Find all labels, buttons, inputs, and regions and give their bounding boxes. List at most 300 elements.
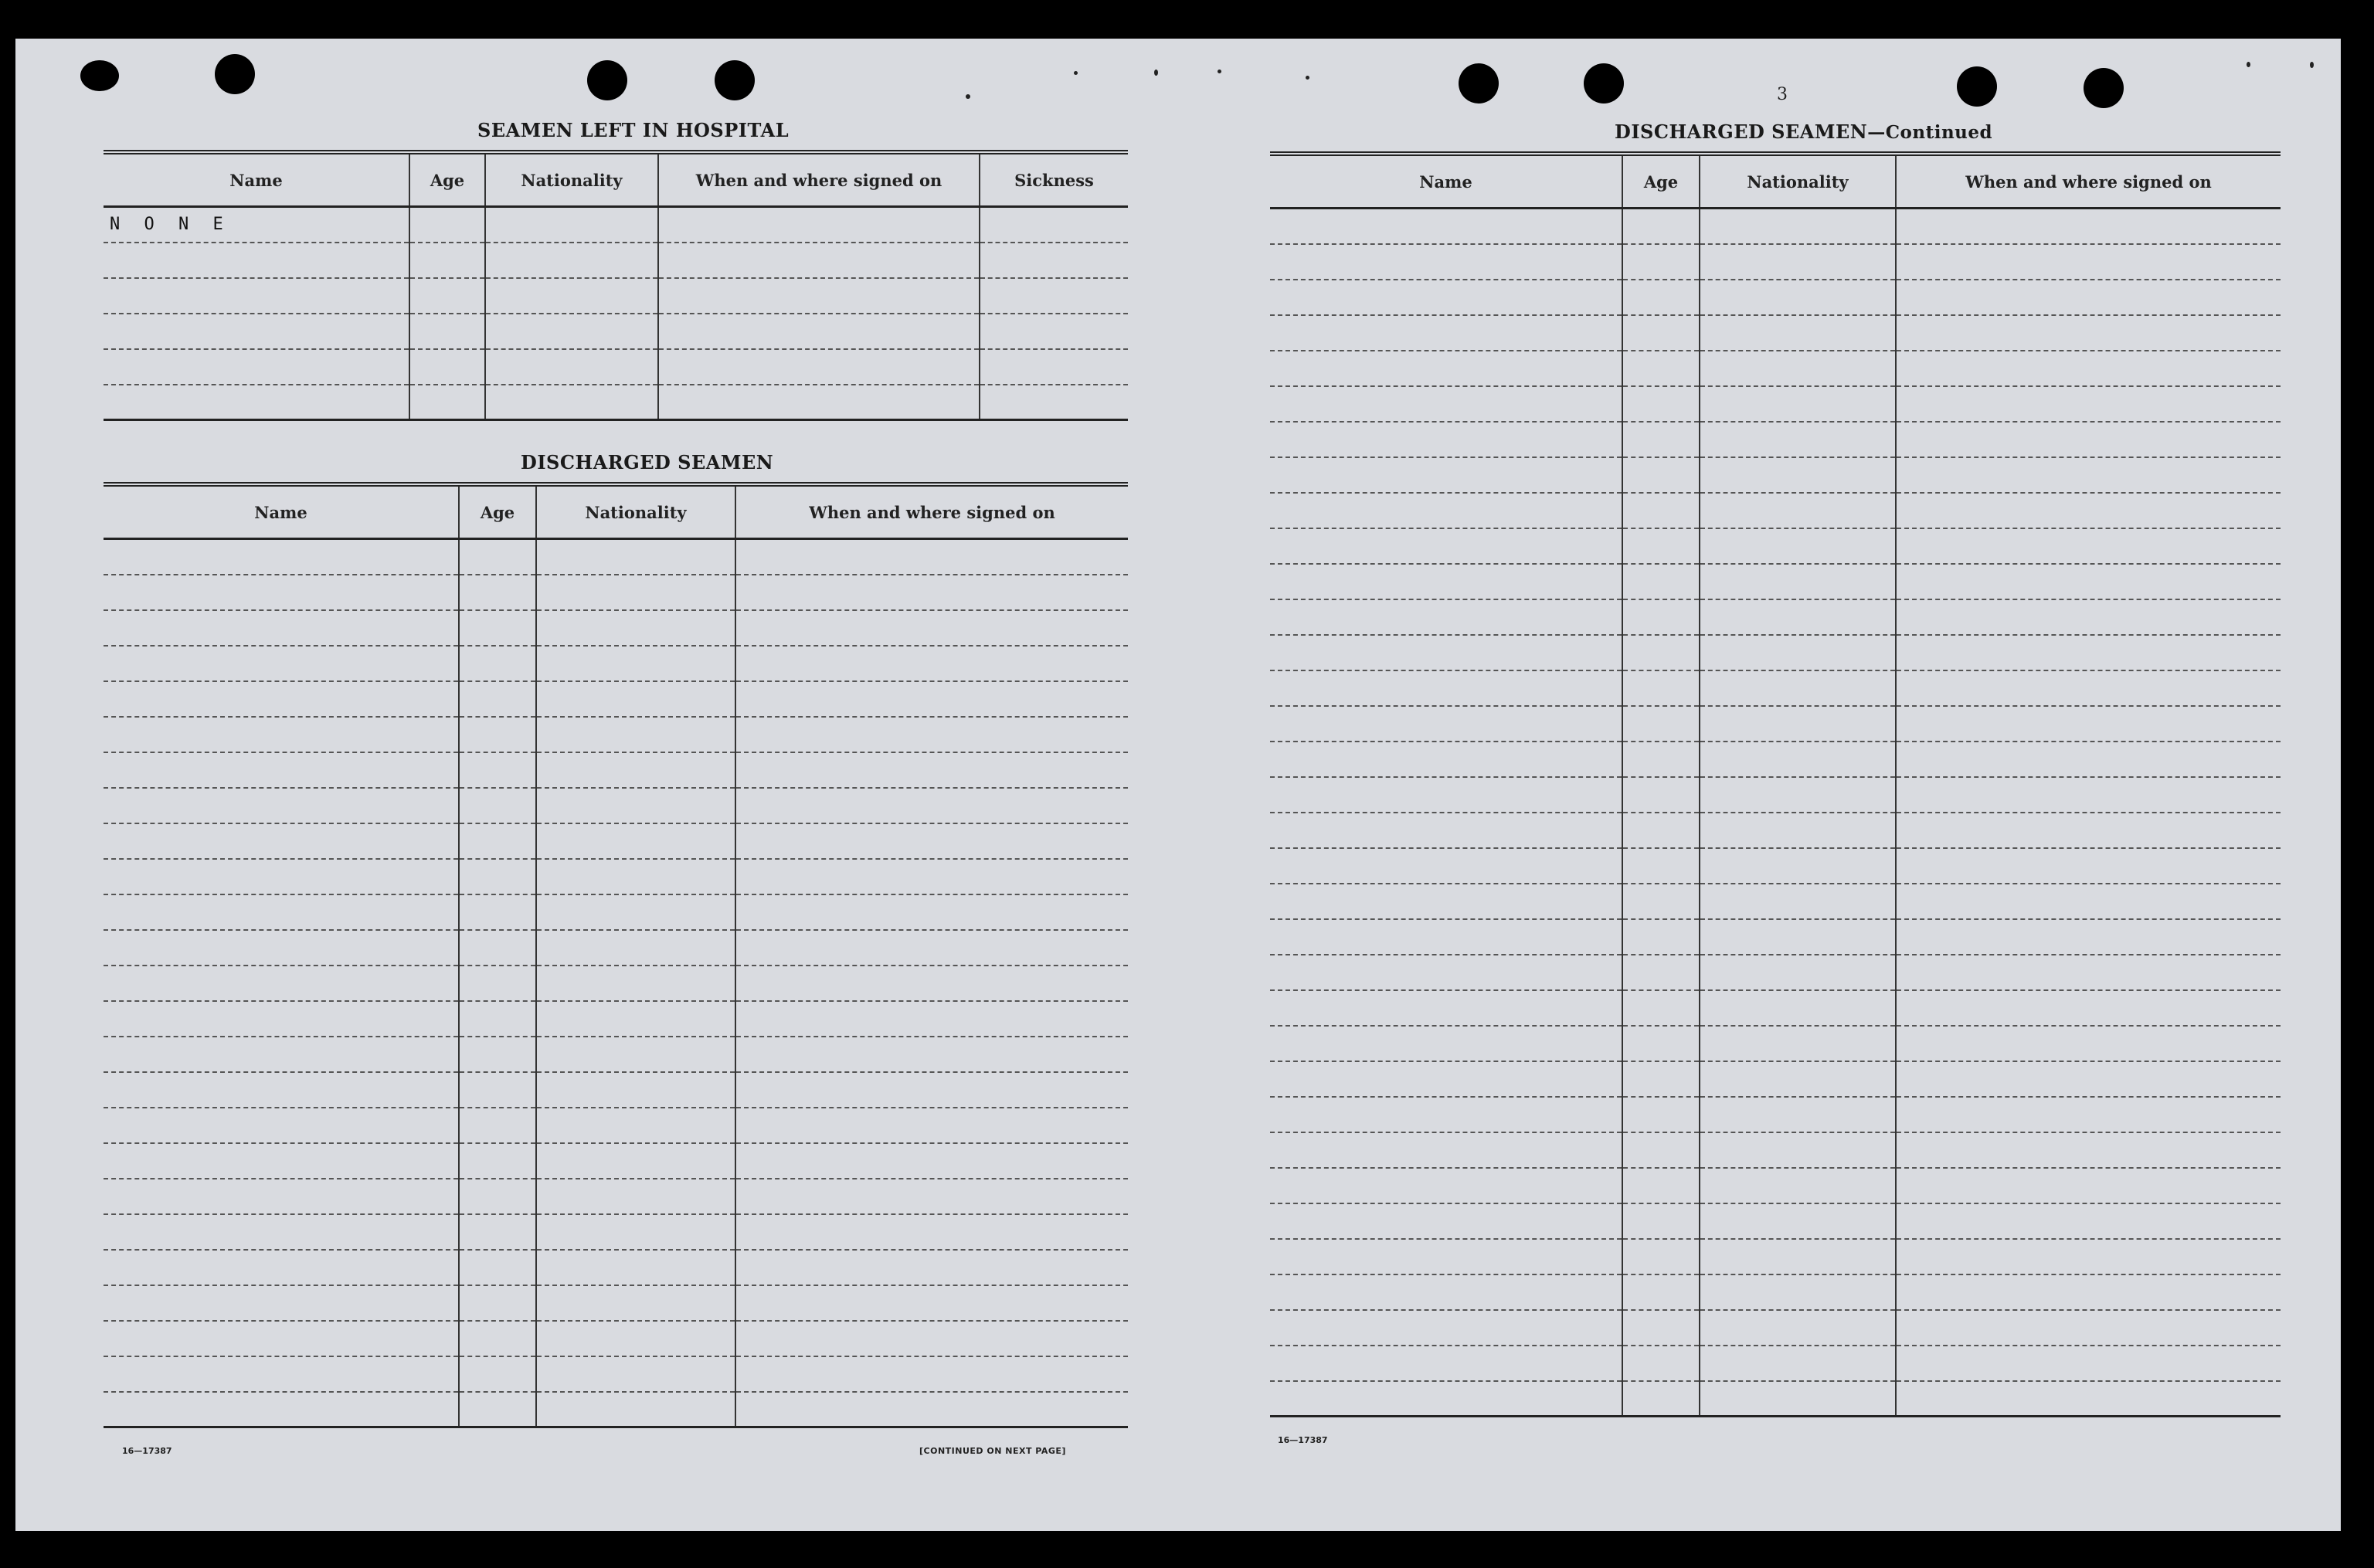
signed-on-cell <box>1896 386 2281 422</box>
signed-on-cell <box>735 966 1128 1001</box>
signed-on-cell <box>1896 244 2281 280</box>
signed-on-cell <box>1896 599 2281 635</box>
table-row <box>104 1250 1128 1285</box>
nationality-cell <box>1700 919 1896 955</box>
nationality-cell <box>1700 990 1896 1026</box>
age-cell <box>459 1321 536 1356</box>
nationality-cell <box>1700 351 1896 386</box>
discharged-section-title: DISCHARGED SEAMEN <box>521 451 774 473</box>
signed-on-cell <box>658 243 980 278</box>
table-row <box>104 314 1128 349</box>
age-cell <box>1622 1203 1700 1239</box>
name-cell <box>104 539 459 575</box>
table-row <box>104 1143 1128 1179</box>
table-row <box>104 1072 1128 1108</box>
name-cell <box>104 243 409 278</box>
table-row <box>1270 493 2281 528</box>
nationality-cell <box>1700 386 1896 422</box>
table-row <box>104 539 1128 575</box>
nationality-cell <box>485 278 658 314</box>
table-row <box>1270 848 2281 884</box>
name-cell <box>1270 457 1622 493</box>
form-sheet <box>15 39 2341 1531</box>
name-cell <box>104 385 409 420</box>
column-header-nationality: Nationality <box>536 484 735 539</box>
table-row <box>104 1179 1128 1214</box>
punch-hole <box>1584 63 1624 104</box>
signed-on-cell <box>735 717 1128 752</box>
age-cell <box>459 717 536 752</box>
table-row <box>1270 1061 2281 1097</box>
nationality-cell <box>536 575 735 610</box>
age-cell <box>409 314 485 349</box>
nationality-cell <box>1700 706 1896 742</box>
table-row <box>104 717 1128 752</box>
nationality-cell <box>536 894 735 930</box>
nationality-cell <box>1700 1132 1896 1168</box>
nationality-cell <box>1700 493 1896 528</box>
ink-speck <box>1306 76 1309 80</box>
table-row <box>104 243 1128 278</box>
nationality-cell <box>536 1072 735 1108</box>
age-cell <box>459 1285 536 1321</box>
sickness-cell <box>980 243 1128 278</box>
age-cell <box>1622 528 1700 564</box>
nationality-cell <box>1700 1203 1896 1239</box>
table-row <box>104 1108 1128 1143</box>
age-cell <box>1622 457 1700 493</box>
name-cell <box>1270 422 1622 457</box>
name-cell <box>1270 564 1622 599</box>
nationality-cell <box>485 349 658 385</box>
sickness-cell <box>980 349 1128 385</box>
ink-speck <box>1154 70 1158 76</box>
name-cell <box>1270 1132 1622 1168</box>
name-cell <box>104 1143 459 1179</box>
table-row <box>104 349 1128 385</box>
nationality-cell <box>536 1108 735 1143</box>
name-cell <box>1270 1061 1622 1097</box>
table-row <box>1270 742 2281 777</box>
age-cell <box>459 575 536 610</box>
signed-on-cell <box>1896 1346 2281 1381</box>
signed-on-cell <box>735 1001 1128 1037</box>
name-cell <box>1270 1381 1622 1417</box>
name-cell <box>1270 1168 1622 1203</box>
column-header-signed-on: When and where signed on <box>658 152 980 207</box>
punch-hole <box>1957 66 1997 107</box>
signed-on-cell <box>735 1392 1128 1427</box>
ink-speck <box>1074 71 1078 75</box>
name-cell <box>1270 813 1622 848</box>
age-cell <box>459 610 536 646</box>
nationality-cell <box>536 859 735 894</box>
nationality-cell <box>1700 457 1896 493</box>
signed-on-cell <box>1896 351 2281 386</box>
nationality-cell <box>1700 670 1896 706</box>
table-row <box>1270 777 2281 813</box>
nationality-cell <box>1700 777 1896 813</box>
name-cell <box>1270 244 1622 280</box>
signed-on-cell <box>735 1250 1128 1285</box>
continued-note: [CONTINUED ON NEXT PAGE] <box>919 1446 1066 1456</box>
name-cell <box>104 859 459 894</box>
hospital-header-row <box>104 152 1128 207</box>
age-cell <box>459 752 536 788</box>
age-cell <box>459 1250 536 1285</box>
table-row <box>1270 1026 2281 1061</box>
punch-hole <box>80 60 119 91</box>
age-cell <box>1622 848 1700 884</box>
column-header-sickness: Sickness <box>980 152 1128 207</box>
signed-on-cell <box>1896 670 2281 706</box>
column-header-age: Age <box>459 484 536 539</box>
nationality-cell <box>536 1250 735 1285</box>
age-cell <box>1622 955 1700 990</box>
discharged-table <box>104 482 1128 1428</box>
ink-speck <box>2247 62 2250 67</box>
signed-on-cell <box>735 539 1128 575</box>
age-cell <box>1622 1168 1700 1203</box>
name-cell <box>104 717 459 752</box>
signed-on-cell <box>1896 564 2281 599</box>
table-row <box>104 207 1128 243</box>
name-cell <box>1270 777 1622 813</box>
signed-on-cell <box>1896 493 2281 528</box>
age-cell <box>459 539 536 575</box>
table-row <box>1270 919 2281 955</box>
name-cell <box>1270 351 1622 386</box>
table-row <box>104 930 1128 966</box>
nationality-cell <box>536 717 735 752</box>
age-cell <box>1622 244 1700 280</box>
signed-on-cell <box>658 207 980 243</box>
table-row <box>1270 1168 2281 1203</box>
table-row <box>1270 1097 2281 1132</box>
nationality-cell <box>1700 209 1896 244</box>
name-cell <box>1270 493 1622 528</box>
name-cell <box>1270 990 1622 1026</box>
nationality-cell <box>536 1143 735 1179</box>
age-cell <box>1622 209 1700 244</box>
column-header-signed-on: When and where signed on <box>1896 154 2281 209</box>
name-cell <box>104 575 459 610</box>
name-cell <box>1270 209 1622 244</box>
age-cell <box>459 894 536 930</box>
discharged-continued-label: DISCHARGED SEAMEN <box>1615 120 1868 143</box>
name-cell <box>104 1250 459 1285</box>
age-cell <box>409 385 485 420</box>
name-cell <box>104 1285 459 1321</box>
name-cell <box>104 752 459 788</box>
age-cell <box>1622 742 1700 777</box>
table-row <box>1270 1381 2281 1417</box>
name-cell <box>104 1001 459 1037</box>
signed-on-cell <box>1896 1168 2281 1203</box>
age-cell <box>1622 1026 1700 1061</box>
age-cell <box>1622 599 1700 635</box>
age-cell <box>1622 386 1700 422</box>
nationality-cell <box>536 1321 735 1356</box>
signed-on-cell <box>1896 635 2281 670</box>
table-row <box>1270 884 2281 919</box>
name-cell <box>1270 742 1622 777</box>
form-number-left: 16—17387 <box>122 1446 172 1456</box>
age-cell <box>459 966 536 1001</box>
nationality-cell <box>536 1285 735 1321</box>
table-row <box>1270 209 2281 244</box>
nationality-cell <box>1700 244 1896 280</box>
column-header-nationality: Nationality <box>485 152 658 207</box>
age-cell <box>1622 635 1700 670</box>
nationality-cell <box>536 539 735 575</box>
signed-on-cell <box>1896 1239 2281 1274</box>
signed-on-cell <box>735 646 1128 681</box>
age-cell <box>1622 315 1700 351</box>
nationality-cell <box>536 1179 735 1214</box>
table-row <box>1270 1132 2281 1168</box>
nationality-cell <box>1700 813 1896 848</box>
signed-on-cell <box>735 894 1128 930</box>
table-row <box>1270 564 2281 599</box>
signed-on-cell <box>735 1356 1128 1392</box>
signed-on-cell <box>1896 1310 2281 1346</box>
nationality-cell <box>1700 1026 1896 1061</box>
age-cell <box>1622 813 1700 848</box>
signed-on-cell <box>1896 1132 2281 1168</box>
nationality-cell <box>1700 1381 1896 1417</box>
name-cell <box>1270 1310 1622 1346</box>
age-cell <box>459 1356 536 1392</box>
punch-hole <box>2084 68 2124 108</box>
age-cell <box>459 930 536 966</box>
age-cell <box>1622 351 1700 386</box>
signed-on-cell <box>1896 1381 2281 1417</box>
table-row <box>1270 635 2281 670</box>
signed-on-cell <box>735 1108 1128 1143</box>
nationality-cell <box>536 752 735 788</box>
table-row <box>1270 351 2281 386</box>
nationality-cell <box>536 930 735 966</box>
page-number: 3 <box>1777 85 1788 104</box>
signed-on-cell <box>1896 1061 2281 1097</box>
age-cell <box>1622 1274 1700 1310</box>
column-header-name: Name <box>1270 154 1622 209</box>
table-row <box>1270 1310 2281 1346</box>
table-row <box>1270 813 2281 848</box>
table-row <box>104 278 1128 314</box>
nationality-cell <box>536 823 735 859</box>
table-row <box>104 681 1128 717</box>
age-cell <box>1622 1097 1700 1132</box>
name-cell <box>104 894 459 930</box>
name-cell <box>104 646 459 681</box>
table-row <box>1270 528 2281 564</box>
continued-suffix: —Continued <box>1867 122 1993 143</box>
column-header-name: Name <box>104 484 459 539</box>
sickness-cell <box>980 385 1128 420</box>
age-cell <box>409 207 485 243</box>
age-cell <box>459 681 536 717</box>
name-cell <box>1270 635 1622 670</box>
table-row <box>1270 1274 2281 1310</box>
age-cell <box>1622 990 1700 1026</box>
age-cell <box>1622 493 1700 528</box>
table-row <box>104 894 1128 930</box>
table-row <box>104 646 1128 681</box>
name-cell <box>104 823 459 859</box>
age-cell <box>1622 706 1700 742</box>
name-cell <box>1270 1274 1622 1310</box>
nationality-cell <box>1700 564 1896 599</box>
nationality-cell <box>536 788 735 823</box>
nationality-cell <box>1700 422 1896 457</box>
name-cell <box>104 1392 459 1427</box>
discharged-header-row <box>104 484 1128 539</box>
nationality-cell <box>1700 884 1896 919</box>
age-cell <box>459 1392 536 1427</box>
name-cell <box>1270 599 1622 635</box>
age-cell <box>409 349 485 385</box>
discharged-continued-header-row <box>1270 154 2281 209</box>
signed-on-cell <box>1896 315 2281 351</box>
table-row <box>104 1214 1128 1250</box>
signed-on-cell <box>1896 848 2281 884</box>
table-row <box>104 1321 1128 1356</box>
name-cell <box>104 966 459 1001</box>
nationality-cell <box>1700 280 1896 315</box>
table-row <box>104 788 1128 823</box>
age-cell <box>409 243 485 278</box>
signed-on-cell <box>735 1214 1128 1250</box>
signed-on-cell <box>1896 1203 2281 1239</box>
signed-on-cell <box>1896 1026 2281 1061</box>
name-cell <box>104 349 409 385</box>
sickness-cell <box>980 207 1128 243</box>
age-cell <box>1622 280 1700 315</box>
nationality-cell <box>1700 742 1896 777</box>
signed-on-cell <box>1896 813 2281 848</box>
age-cell <box>1622 1346 1700 1381</box>
signed-on-cell <box>658 278 980 314</box>
punch-hole <box>715 60 755 100</box>
hospital-section-title: SEAMEN LEFT IN HOSPITAL <box>477 119 790 141</box>
signed-on-cell <box>735 1179 1128 1214</box>
age-cell <box>459 1072 536 1108</box>
table-row <box>1270 244 2281 280</box>
age-cell <box>459 823 536 859</box>
table-row <box>1270 599 2281 635</box>
ink-speck <box>2310 62 2314 68</box>
signed-on-cell <box>735 681 1128 717</box>
name-cell <box>1270 848 1622 884</box>
nationality-cell <box>1700 1310 1896 1346</box>
table-row <box>104 575 1128 610</box>
age-cell <box>1622 422 1700 457</box>
table-row <box>1270 1239 2281 1274</box>
sickness-cell <box>980 314 1128 349</box>
signed-on-cell <box>1896 1274 2281 1310</box>
nationality-cell <box>536 1214 735 1250</box>
age-cell <box>459 1108 536 1143</box>
nationality-cell <box>536 610 735 646</box>
column-header-age: Age <box>409 152 485 207</box>
name-cell <box>104 930 459 966</box>
name-cell <box>104 610 459 646</box>
nationality-cell <box>1700 1274 1896 1310</box>
age-cell <box>459 1214 536 1250</box>
nationality-cell <box>485 243 658 278</box>
name-cell <box>104 1037 459 1072</box>
nationality-cell <box>1700 1061 1896 1097</box>
discharged-continued-table <box>1270 151 2281 1417</box>
name-cell <box>1270 919 1622 955</box>
table-row <box>104 385 1128 420</box>
signed-on-cell <box>735 788 1128 823</box>
signed-on-cell <box>735 575 1128 610</box>
name-cell <box>1270 706 1622 742</box>
table-row <box>104 752 1128 788</box>
nationality-cell <box>1700 1097 1896 1132</box>
discharged-continued-title <box>1615 120 1992 143</box>
name-cell <box>104 681 459 717</box>
column-header-nationality: Nationality <box>1700 154 1896 209</box>
signed-on-cell <box>735 930 1128 966</box>
nationality-cell <box>536 1001 735 1037</box>
nationality-cell <box>1700 1346 1896 1381</box>
name-cell <box>1270 1239 1622 1274</box>
table-row <box>1270 670 2281 706</box>
signed-on-cell <box>1896 280 2281 315</box>
table-row <box>104 966 1128 1001</box>
age-cell <box>459 859 536 894</box>
name-cell <box>1270 1097 1622 1132</box>
table-row <box>104 859 1128 894</box>
column-header-signed-on: When and where signed on <box>735 484 1128 539</box>
name-cell <box>1270 884 1622 919</box>
name-cell <box>104 1108 459 1143</box>
signed-on-cell <box>735 1285 1128 1321</box>
nationality-cell <box>1700 315 1896 351</box>
age-cell <box>459 646 536 681</box>
name-cell <box>104 1072 459 1108</box>
nationality-cell <box>485 385 658 420</box>
signed-on-cell <box>1896 528 2281 564</box>
table-row <box>1270 990 2281 1026</box>
age-cell <box>1622 1381 1700 1417</box>
column-header-age: Age <box>1622 154 1700 209</box>
age-cell <box>459 788 536 823</box>
age-cell <box>1622 564 1700 599</box>
age-cell <box>1622 1239 1700 1274</box>
name-cell <box>104 1321 459 1356</box>
name-cell <box>1270 1203 1622 1239</box>
name-cell <box>104 1179 459 1214</box>
table-row <box>104 610 1128 646</box>
name-cell <box>104 788 459 823</box>
signed-on-cell <box>735 823 1128 859</box>
age-cell <box>459 1143 536 1179</box>
age-cell <box>1622 1061 1700 1097</box>
nationality-cell <box>1700 635 1896 670</box>
name-cell <box>1270 528 1622 564</box>
table-row <box>104 1392 1128 1427</box>
table-row <box>1270 955 2281 990</box>
signed-on-cell <box>1896 706 2281 742</box>
nationality-cell <box>536 966 735 1001</box>
table-row <box>1270 386 2281 422</box>
table-row <box>1270 280 2281 315</box>
